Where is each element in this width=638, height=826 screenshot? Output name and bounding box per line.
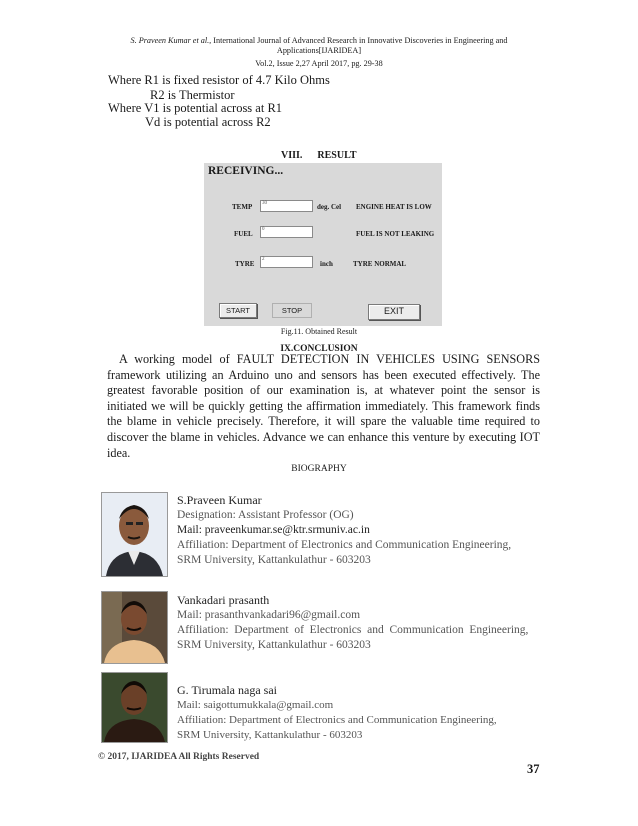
start-button[interactable]: START [219,303,257,318]
equation-line-3: Where V1 is potential across at R1 [108,101,283,115]
conclusion-heading-text: CONCLUSION [293,344,358,354]
bio-2-university: SRM University, Kattankulathur - 603203 [177,639,371,651]
temp-unit: deg. Cel [317,203,342,211]
bio-3-name: G. Tirumala naga sai [177,683,277,697]
stop-button[interactable]: STOP [272,303,312,318]
bio-3-mail: Mail: saigottumukkala@gmail.com [177,699,334,711]
bio-2-name: Vankadari prasanth [177,593,270,607]
equation-line-2: R2 is Thermistor [150,88,235,102]
temp-status: ENGINE HEAT IS LOW [356,203,432,211]
journal-header-line2: Applications[IJARIDEA] [276,46,362,55]
fuel-field[interactable]: 0 [260,226,313,238]
header-author: S. Praveen Kumar et al., [130,36,212,45]
page-number: 37 [527,762,540,776]
bio-3-university: SRM University, Kattankulathur - 603203 [177,729,363,741]
tyre-status: TYRE NORMAL [353,260,407,268]
author-photo-3 [101,672,168,743]
bio-2 [177,593,541,653]
journal-header-line1 [0,36,638,45]
journal-header-line3: Vol.2, Issue 2,27 April 2017, pg. 29-38 [255,59,383,68]
biography-heading: BIOGRAPHY [291,464,347,474]
tyre-label: TYRE [235,260,255,268]
bio-3-affiliation: Affiliation: Department of Electronics and Communication Engineering, [177,714,497,726]
author-photo-2 [101,591,168,664]
result-figure-panel [204,163,442,326]
bio-3 [177,683,547,743]
tyre-field[interactable]: 2 [260,256,313,268]
portrait-icon [102,493,167,576]
tyre-unit: inch [320,260,333,268]
bio-1-mail: Mail: praveenkumar.se@ktr.srmuniv.ac.in [177,524,370,536]
bio-1-affiliation: Affiliation: Department of Electronics and Communication Engineering, [177,539,512,551]
temp-label: TEMP [232,203,253,211]
footer-copyright: © 2017, IJARIDEA All Rights Reserved [98,752,260,762]
fuel-status: FUEL IS NOT LEAKING [356,230,435,238]
bio-2-affiliation: Affiliation: Department of Electronics and Communication Engineering, [177,624,529,636]
conclusion-paragraph: A working model of FAULT DETECTION IN VEHICLES USING SENSORS framework utilizing an Arduino uno and sensors has been executed effectively. The greatest favorable position of our examination is, at whatever point the sensor is initiated we will be quickly getting the affirmation immediately. This framework finds the blame in vehicle precisely. Therefore, it will spare the valuable time required to discover the blame in vehicles. Advance we can enhance this venture by executing IOT idea. [107,352,540,460]
header-journal: International Journal of Advanced Research in Innovative Discoveries in Engineering and [211,36,508,45]
bio-1-name: S.Praveen Kumar [177,493,262,507]
exit-button[interactable]: EXIT [368,304,420,320]
portrait-icon [102,673,167,742]
bio-2-mail: Mail: prasanthvankadari96@gmail.com [177,609,361,621]
bio-1 [177,493,547,568]
section-heading-result: VIII. RESULT [281,150,357,161]
figure-caption: Fig.11. Obtained Result [280,327,358,336]
bio-1-designation: Designation: Assistant Professor (OG) [177,509,354,521]
equation-line-4: Vd is potential across R2 [145,115,271,129]
portrait-icon [102,592,167,663]
author-photo-1 [101,492,168,577]
fuel-label: FUEL [234,230,253,238]
equation-line-1: Where R1 is fixed resistor of 4.7 Kilo Ohms [108,73,330,87]
temp-field[interactable]: 30 [260,200,313,212]
conclusion-number: IX. [280,344,294,354]
bio-1-university: SRM University, Kattankulathur - 603203 [177,554,371,566]
figure-title: RECEIVING... [208,165,284,177]
